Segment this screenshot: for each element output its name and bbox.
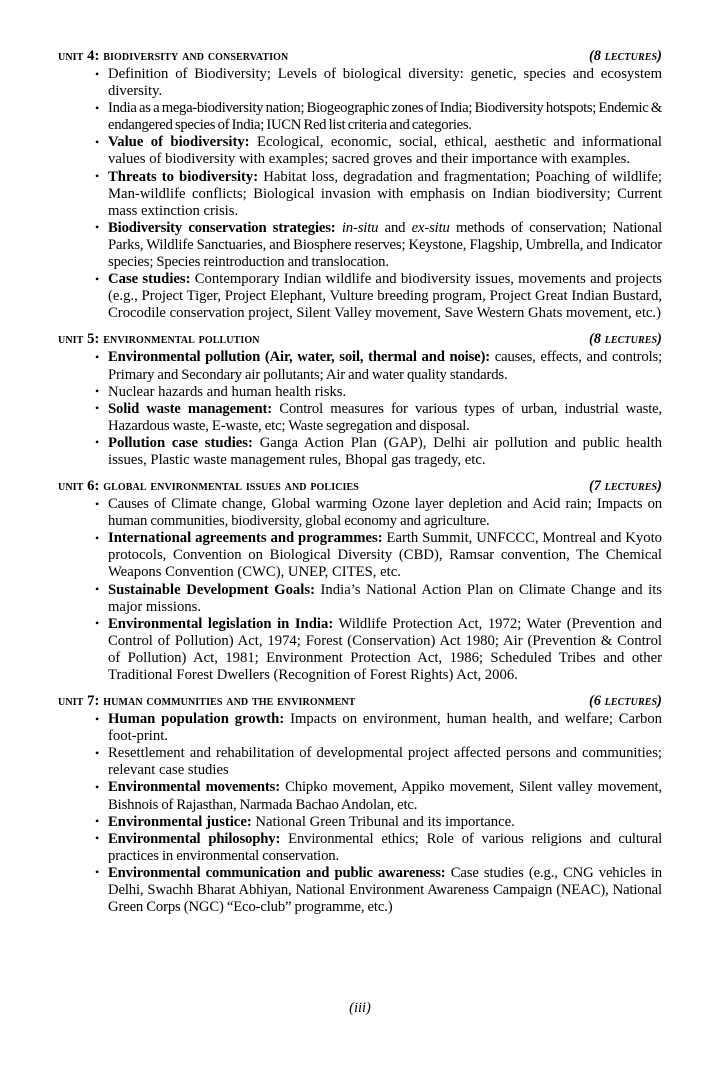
list-item bbox=[58, 779, 662, 813]
item-lead: Biodiversity conservation strategies: bbox=[108, 219, 336, 236]
unit-title: unit 7: human communities and the environment bbox=[58, 693, 356, 710]
list-item bbox=[58, 616, 662, 684]
item-lead: Solid waste management: bbox=[108, 400, 272, 417]
item-text: Chipko movement, Appiko movement, Silent valley movement, Bishnois of Rajasthan, Narmada Bachao Andolan, etc. bbox=[108, 779, 662, 813]
item-lead: Threats to biodiversity: bbox=[108, 168, 259, 185]
item-text: Ganga Action Plan (GAP), Delhi air pollution and public health issues, Plastic waste management rules, Bhopal gas tragedy, etc. bbox=[108, 434, 662, 468]
list-item bbox=[58, 134, 662, 168]
list-item bbox=[58, 169, 662, 220]
list-item bbox=[58, 66, 662, 100]
list-item bbox=[58, 711, 662, 745]
item-text: Case studies (e.g., CNG vehicles in Delhi, Swachh Bharat Abhiyan, National Environment Awareness Campaign (NEAC), National Green Corps (NGC) “Eco-club” programme, etc.) bbox=[108, 864, 663, 916]
item-lead: Value of biodiversity: bbox=[108, 134, 250, 151]
item-text: Causes of Climate change, Global warming Ozone layer depletion and Acid rain; Impacts on human communities, biodiversity, global economy and agriculture. bbox=[108, 496, 662, 530]
list-item bbox=[58, 271, 662, 322]
item-lead: Environmental movements: bbox=[108, 779, 280, 796]
list-item bbox=[58, 865, 662, 916]
item-lead: Environmental philosophy: bbox=[108, 830, 281, 847]
list-item bbox=[58, 496, 662, 530]
item-italic-term-a: in-situ bbox=[341, 219, 379, 236]
unit-7-item-list bbox=[58, 711, 662, 916]
item-mid-word: and bbox=[384, 219, 406, 236]
item-text: Definition of Biodiversity; Levels of biological diversity: genetic, species and ecosystem diversity. bbox=[108, 66, 662, 100]
unit-6-item-list bbox=[58, 496, 662, 684]
list-item bbox=[58, 401, 662, 435]
item-text: causes, effects, and controls; Primary and Secondary air pollutants; Air and water quality standards. bbox=[108, 349, 662, 383]
unit-lectures-count: (6 lectures) bbox=[589, 693, 662, 710]
item-text: Wildlife Protection Act, 1972; Water (Prevention and Control of Pollution) Act, 1974; Forest (Conservation) Act 1980; Air (Prevention & Control of Pollution) Act, 1981; Environment Protection Act, 1986; Scheduled Tribes and other Traditional Forest Dwellers (Recognition of Forest Rights) Act, 2006. bbox=[108, 615, 662, 683]
item-text: National Green Tribunal and its importance. bbox=[255, 813, 515, 830]
item-text: Impacts on environment, human health, and welfare; Carbon foot-print. bbox=[108, 711, 663, 745]
unit-heading-unit-4 bbox=[58, 48, 662, 65]
item-text: Control measures for various types of urban, industrial waste, Hazardous waste, E-waste, etc; Waste segregation and disposal. bbox=[108, 400, 663, 434]
list-item bbox=[58, 831, 662, 865]
unit-5-item-list bbox=[58, 349, 662, 469]
unit-lectures-count: (7 lectures) bbox=[589, 478, 662, 495]
unit-title: unit 6: global environmental issues and policies bbox=[58, 478, 359, 495]
item-text: Earth Summit, UNFCCC, Montreal and Kyoto protocols, Convention on Biological Diversity (CBD), Ramsar convention, The Chemical Weapons Convention (CWC), UNEP, CITES, etc. bbox=[108, 530, 662, 581]
unit-heading-unit-6 bbox=[58, 478, 662, 495]
list-item bbox=[58, 349, 662, 383]
item-lead: Pollution case studies: bbox=[108, 434, 253, 451]
item-lead: Environmental communication and public awareness: bbox=[108, 864, 446, 881]
syllabus-content bbox=[58, 48, 662, 916]
item-text: Contemporary Indian wildlife and biodiversity issues, movements and projects (e.g., Project Tiger, Project Elephant, Vulture breeding program, Project Great Indian Bustard, Crocodile conservation project, Silent Valley movement, Save Western Ghats movement, etc.) bbox=[108, 271, 662, 322]
list-item bbox=[58, 582, 662, 616]
item-lead: Environmental legislation in India: bbox=[108, 615, 334, 632]
unit-4-item-list bbox=[58, 66, 662, 322]
item-text: Resettlement and rehabilitation of developmental project affected persons and communities; relevant case studies bbox=[108, 745, 662, 779]
unit-heading-unit-7 bbox=[58, 693, 662, 710]
list-item bbox=[58, 220, 662, 271]
item-lead: Sustainable Development Goals: bbox=[108, 581, 315, 598]
item-lead: International agreements and programmes: bbox=[108, 530, 383, 547]
list-item bbox=[58, 530, 662, 581]
unit-heading-unit-5 bbox=[58, 331, 662, 348]
unit-title: unit 5: environmental pollution bbox=[58, 331, 260, 348]
item-text: Environmental ethics; Role of various religions and cultural practices in environmental conservation. bbox=[108, 830, 662, 864]
item-text: India’s National Action Plan on Climate Change and its major missions. bbox=[108, 581, 662, 615]
item-lead: Human population growth: bbox=[108, 711, 285, 728]
item-lead: Environmental pollution (Air, water, soil, thermal and noise): bbox=[108, 349, 491, 366]
list-item bbox=[58, 814, 662, 831]
item-text: India as a mega-biodiversity nation; Biogeographic zones of India; Biodiversity hotspots; Endemic & endangered species of India; IUCN Red list criteria and categories. bbox=[108, 100, 662, 134]
unit-lectures-count: (8 lectures) bbox=[589, 48, 662, 64]
list-item bbox=[58, 100, 662, 134]
list-item bbox=[58, 745, 662, 779]
list-item bbox=[58, 384, 662, 401]
unit-lectures-count: (8 lectures) bbox=[589, 331, 662, 348]
item-text: Ecological, economic, social, ethical, aesthetic and informational values of biodiversity with examples; sacred groves and their importance with examples. bbox=[108, 134, 662, 168]
item-lead: Environmental justice: bbox=[108, 813, 252, 830]
item-text: methods of conservation; National Parks, Wildlife Sanctuaries, and Biosphere reserves; Keystone, Flagship, Umbrella, and Indicator species; Species reintroduction and translocation. bbox=[108, 219, 662, 271]
unit-title: unit 4: biodiversity and conservation bbox=[58, 48, 289, 64]
page-number: (iii) bbox=[349, 1000, 371, 1016]
item-lead: Case studies: bbox=[108, 271, 191, 288]
item-italic-term-b: ex-situ bbox=[411, 219, 450, 236]
item-text: Habitat loss, degradation and fragmentation; Poaching of wildlife; Man-wildlife conflicts; Biological invasion with emphasis on Indian biodiversity; Current mass extinction crisis. bbox=[108, 168, 662, 219]
list-item bbox=[58, 435, 662, 469]
item-text: Nuclear hazards and human health risks. bbox=[108, 383, 347, 400]
